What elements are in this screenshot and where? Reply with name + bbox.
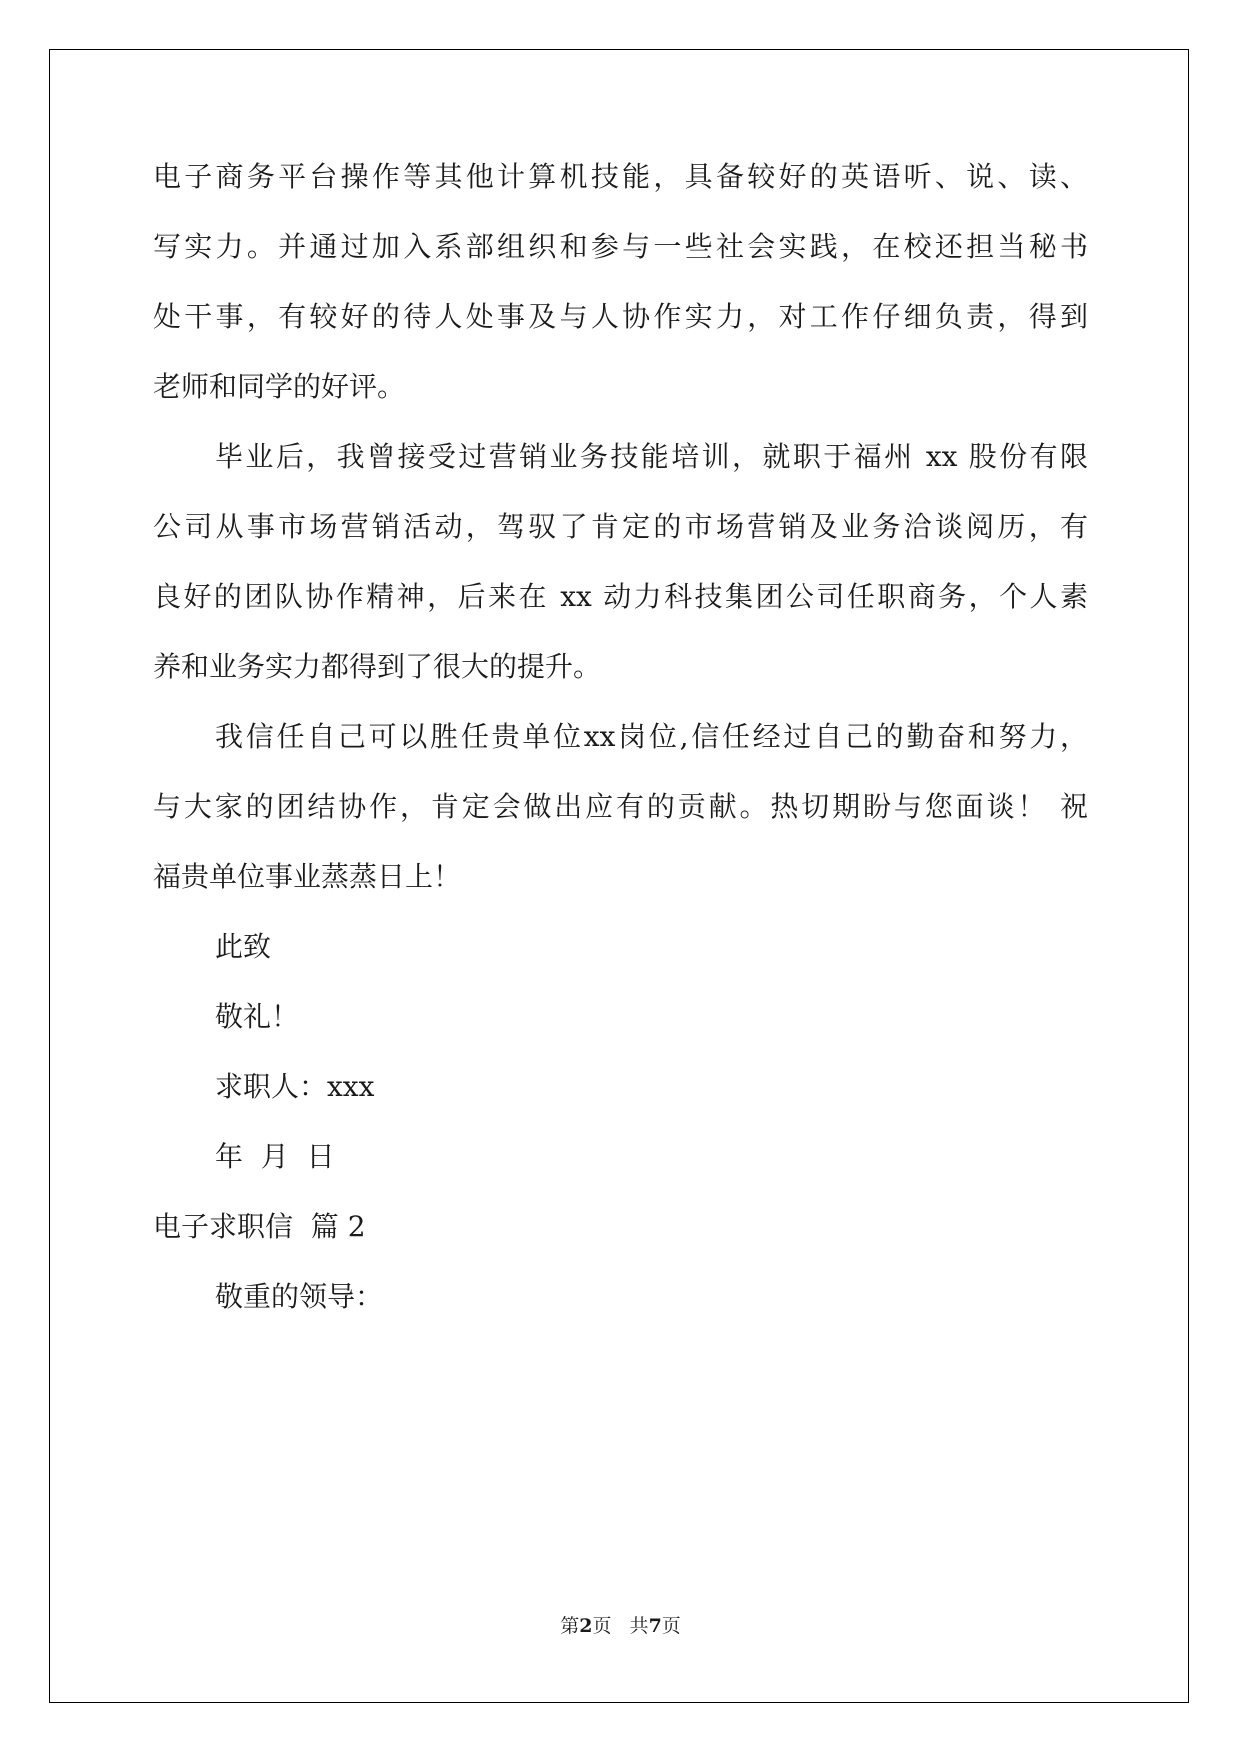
footer-page-current: 2 [579, 1615, 593, 1637]
applicant-signature: 求职人：xxx [215, 1070, 375, 1103]
footer-page-suffix: 页 [661, 1615, 681, 1637]
paragraph-1-line-4: 老师和同学的好评。 [153, 370, 406, 403]
footer-page-prefix: 第 [560, 1615, 580, 1637]
paragraph-1-line-2: 写实力。并通过加入系部组织和参与一些社会实践，在校还担当秘书 [153, 230, 1088, 263]
footer-page-total: 7 [648, 1615, 662, 1637]
footer-page-mid: 页 共 [592, 1615, 649, 1637]
paragraph-3-line-2: 与大家的团结协作，肯定会做出应有的贡献。热切期盼与您面谈！ 祝 [153, 790, 1088, 823]
paragraph-2-line-1: 毕业后，我曾接受过营销业务技能培训，就职于福州 xx 股份有限 [215, 440, 1088, 473]
page-footer [0, 1614, 1241, 1638]
section-heading: 电子求职信 篇 2 [153, 1210, 366, 1243]
paragraph-2-line-4: 养和业务实力都得到了很大的提升。 [153, 650, 602, 683]
paragraph-3-line-3: 福贵单位事业蒸蒸日上！ [153, 860, 462, 893]
paragraph-1-line-1: 电子商务平台操作等其他计算机技能，具备较好的英语听、说、读、 [153, 160, 1088, 193]
closing-salutation-1: 此致 [215, 930, 272, 963]
paragraph-1-line-3: 处干事，有较好的待人处事及与人协作实力，对工作仔细负责，得到 [153, 300, 1088, 333]
paragraph-3-line-1: 我信任自己可以胜任贵单位xx岗位,信任经过自己的勤奋和努力， [215, 720, 1088, 753]
closing-salutation-2: 敬礼！ [215, 1000, 300, 1033]
paragraph-2-line-2: 公司从事市场营销活动，驾驭了肯定的市场营销及业务洽谈阅历，有 [153, 510, 1088, 543]
letter-greeting: 敬重的领导： [215, 1280, 384, 1313]
signature-date: 年 月 日 [215, 1140, 335, 1173]
paragraph-2-line-3: 良好的团队协作精神，后来在 xx 动力科技集团公司任职商务，个人素 [153, 580, 1088, 613]
